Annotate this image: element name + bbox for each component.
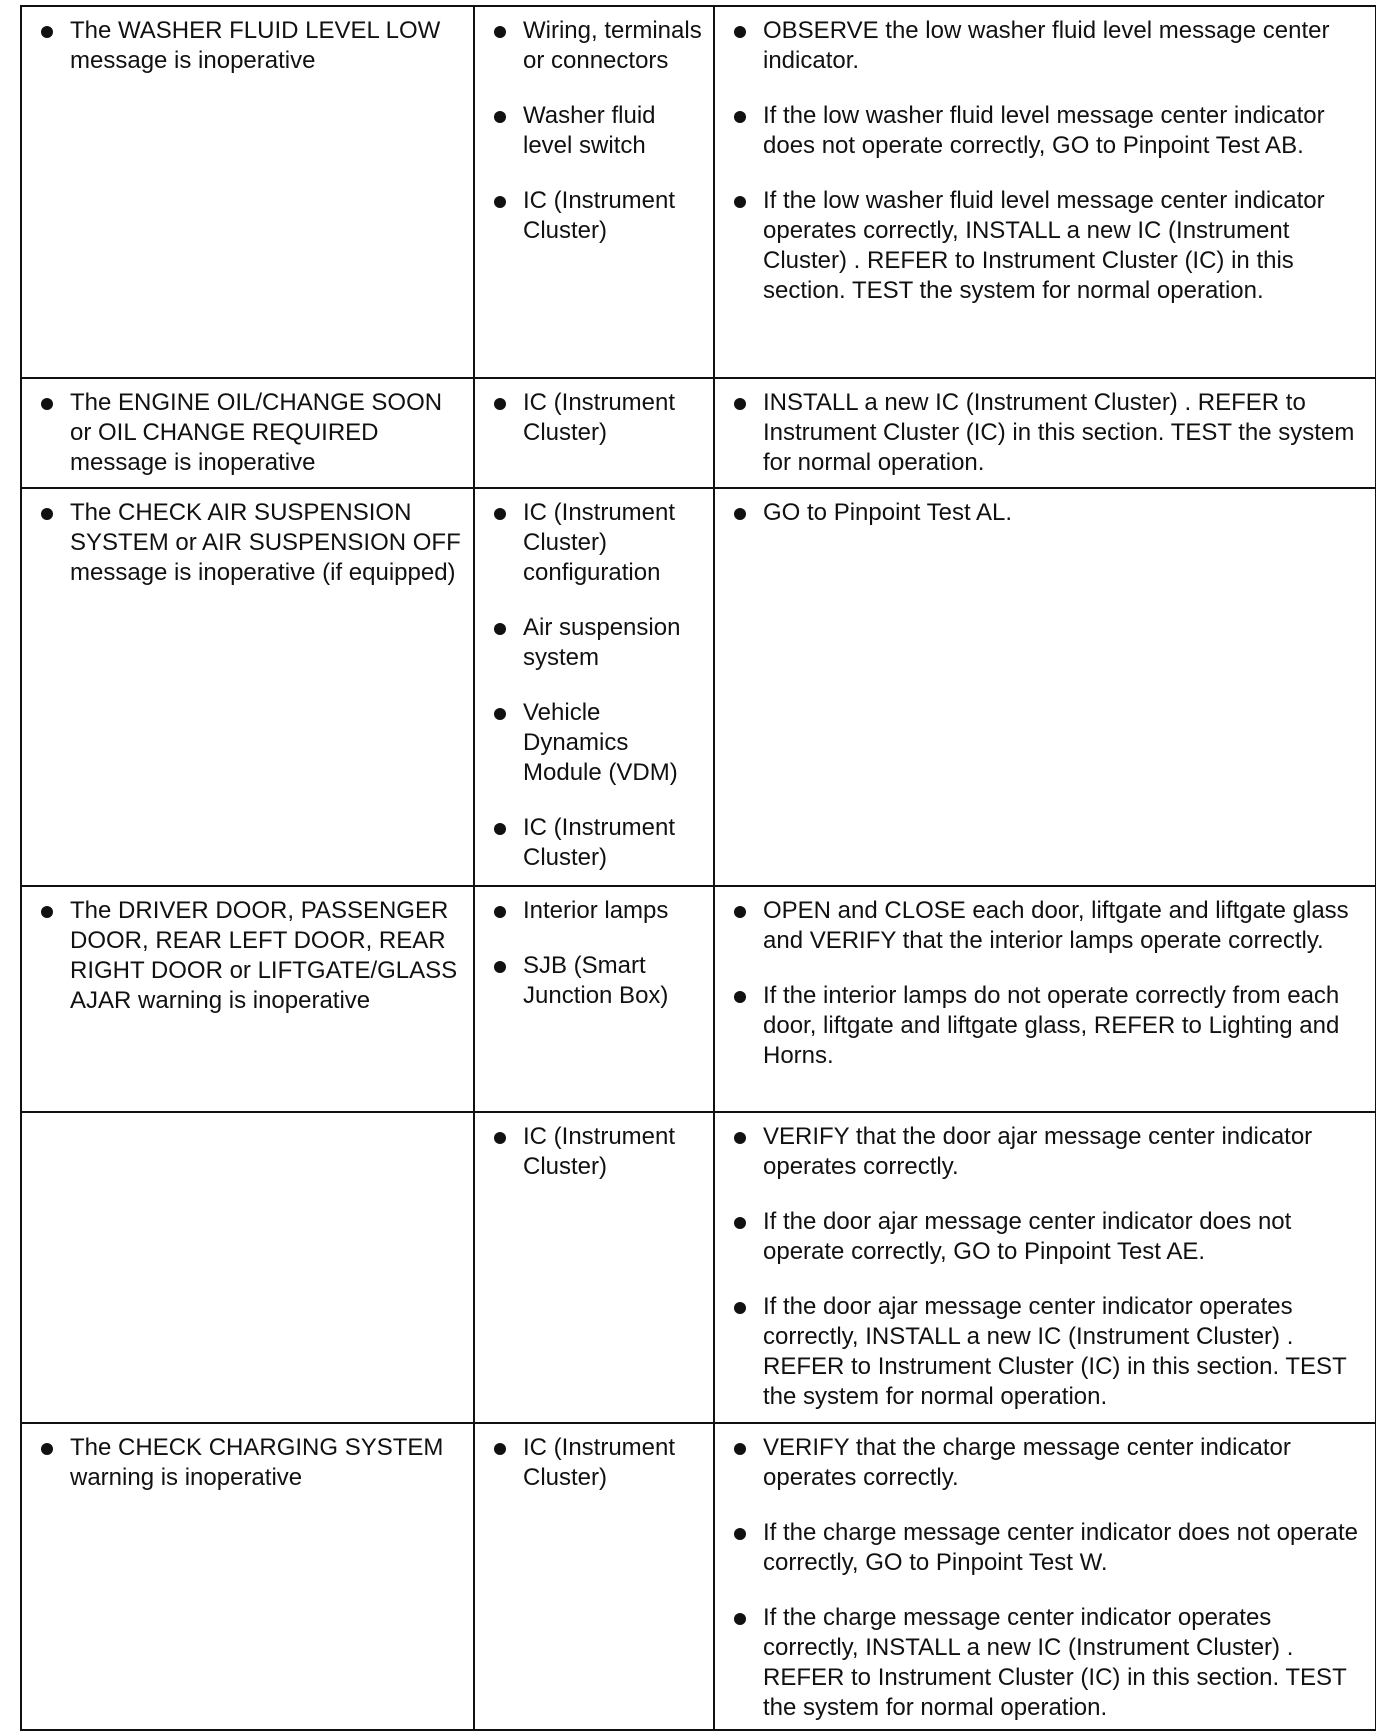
source-item: IC (Instrument Cluster) configuration	[485, 498, 703, 588]
source-item: Interior lamps	[485, 896, 703, 926]
action-item: If the charge message center indicator does not operate correctly, GO to Pinpoint Test W.	[725, 1518, 1365, 1578]
condition-cell	[21, 886, 474, 1112]
possible-sources-cell	[474, 378, 714, 488]
action-item: VERIFY that the charge message center indicator operates correctly.	[725, 1433, 1365, 1493]
symptom-chart-table	[20, 5, 1376, 1731]
condition-item: The DRIVER DOOR, PASSENGER DOOR, REAR LEFT DOOR, REAR RIGHT DOOR or LIFTGATE/GLASS AJAR warning is inoperative	[32, 896, 463, 1016]
action-cell	[714, 1112, 1376, 1423]
possible-sources-cell	[474, 6, 714, 378]
condition-cell	[21, 1423, 474, 1730]
source-item: IC (Instrument Cluster)	[485, 388, 703, 448]
action-item: If the charge message center indicator operates correctly, INSTALL a new IC (Instrument Cluster) . REFER to Instrument Cluster (IC) in this section. TEST the system for normal operation.	[725, 1603, 1365, 1723]
source-item: IC (Instrument Cluster)	[485, 186, 703, 246]
condition-item: The CHECK AIR SUSPENSION SYSTEM or AIR SUSPENSION OFF message is inoperative (if equipped)	[32, 498, 463, 588]
possible-sources-cell	[474, 886, 714, 1112]
condition-item: The ENGINE OIL/CHANGE SOON or OIL CHANGE REQUIRED message is inoperative	[32, 388, 463, 478]
condition-cell	[21, 378, 474, 488]
action-cell	[714, 6, 1376, 378]
condition-cell	[21, 6, 474, 378]
source-item: Wiring, terminals or connectors	[485, 16, 703, 76]
condition-cell	[21, 1112, 474, 1423]
action-item: OPEN and CLOSE each door, liftgate and liftgate glass and VERIFY that the interior lamps operate correctly.	[725, 896, 1365, 956]
source-item: Washer fluid level switch	[485, 101, 703, 161]
table-row	[21, 6, 1376, 378]
source-item: Vehicle Dynamics Module (VDM)	[485, 698, 703, 788]
table-row	[21, 1112, 1376, 1423]
source-item: IC (Instrument Cluster)	[485, 1122, 703, 1182]
action-item: GO to Pinpoint Test AL.	[725, 498, 1365, 528]
action-item: If the door ajar message center indicator operates correctly, INSTALL a new IC (Instrument Cluster) . REFER to Instrument Cluster (IC) in this section. TEST the system for normal operation.	[725, 1292, 1365, 1412]
source-item: Air suspension system	[485, 613, 703, 673]
possible-sources-cell	[474, 488, 714, 886]
action-cell	[714, 886, 1376, 1112]
action-item: If the interior lamps do not operate correctly from each door, liftgate and liftgate glass, REFER to Lighting and Horns.	[725, 981, 1365, 1071]
condition-item: The CHECK CHARGING SYSTEM warning is inoperative	[32, 1433, 463, 1493]
condition-item: The WASHER FLUID LEVEL LOW message is inoperative	[32, 16, 463, 76]
condition-cell	[21, 488, 474, 886]
action-cell	[714, 488, 1376, 886]
table-row	[21, 488, 1376, 886]
action-item: If the low washer fluid level message center indicator does not operate correctly, GO to Pinpoint Test AB.	[725, 101, 1365, 161]
table-row	[21, 378, 1376, 488]
table-row	[21, 1423, 1376, 1730]
source-item: IC (Instrument Cluster)	[485, 813, 703, 873]
action-item: If the door ajar message center indicator does not operate correctly, GO to Pinpoint Test AE.	[725, 1207, 1365, 1267]
source-item: IC (Instrument Cluster)	[485, 1433, 703, 1493]
table-row	[21, 886, 1376, 1112]
action-cell	[714, 378, 1376, 488]
action-cell	[714, 1423, 1376, 1730]
action-item: OBSERVE the low washer fluid level message center indicator.	[725, 16, 1365, 76]
action-item: VERIFY that the door ajar message center indicator operates correctly.	[725, 1122, 1365, 1182]
possible-sources-cell	[474, 1423, 714, 1730]
possible-sources-cell	[474, 1112, 714, 1423]
source-item: SJB (Smart Junction Box)	[485, 951, 703, 1011]
action-item: INSTALL a new IC (Instrument Cluster) . REFER to Instrument Cluster (IC) in this section. TEST the system for normal operation.	[725, 388, 1365, 478]
action-item: If the low washer fluid level message center indicator operates correctly, INSTALL a new IC (Instrument Cluster) . REFER to Instrument Cluster (IC) in this section. TEST the system for normal operation.	[725, 186, 1365, 306]
